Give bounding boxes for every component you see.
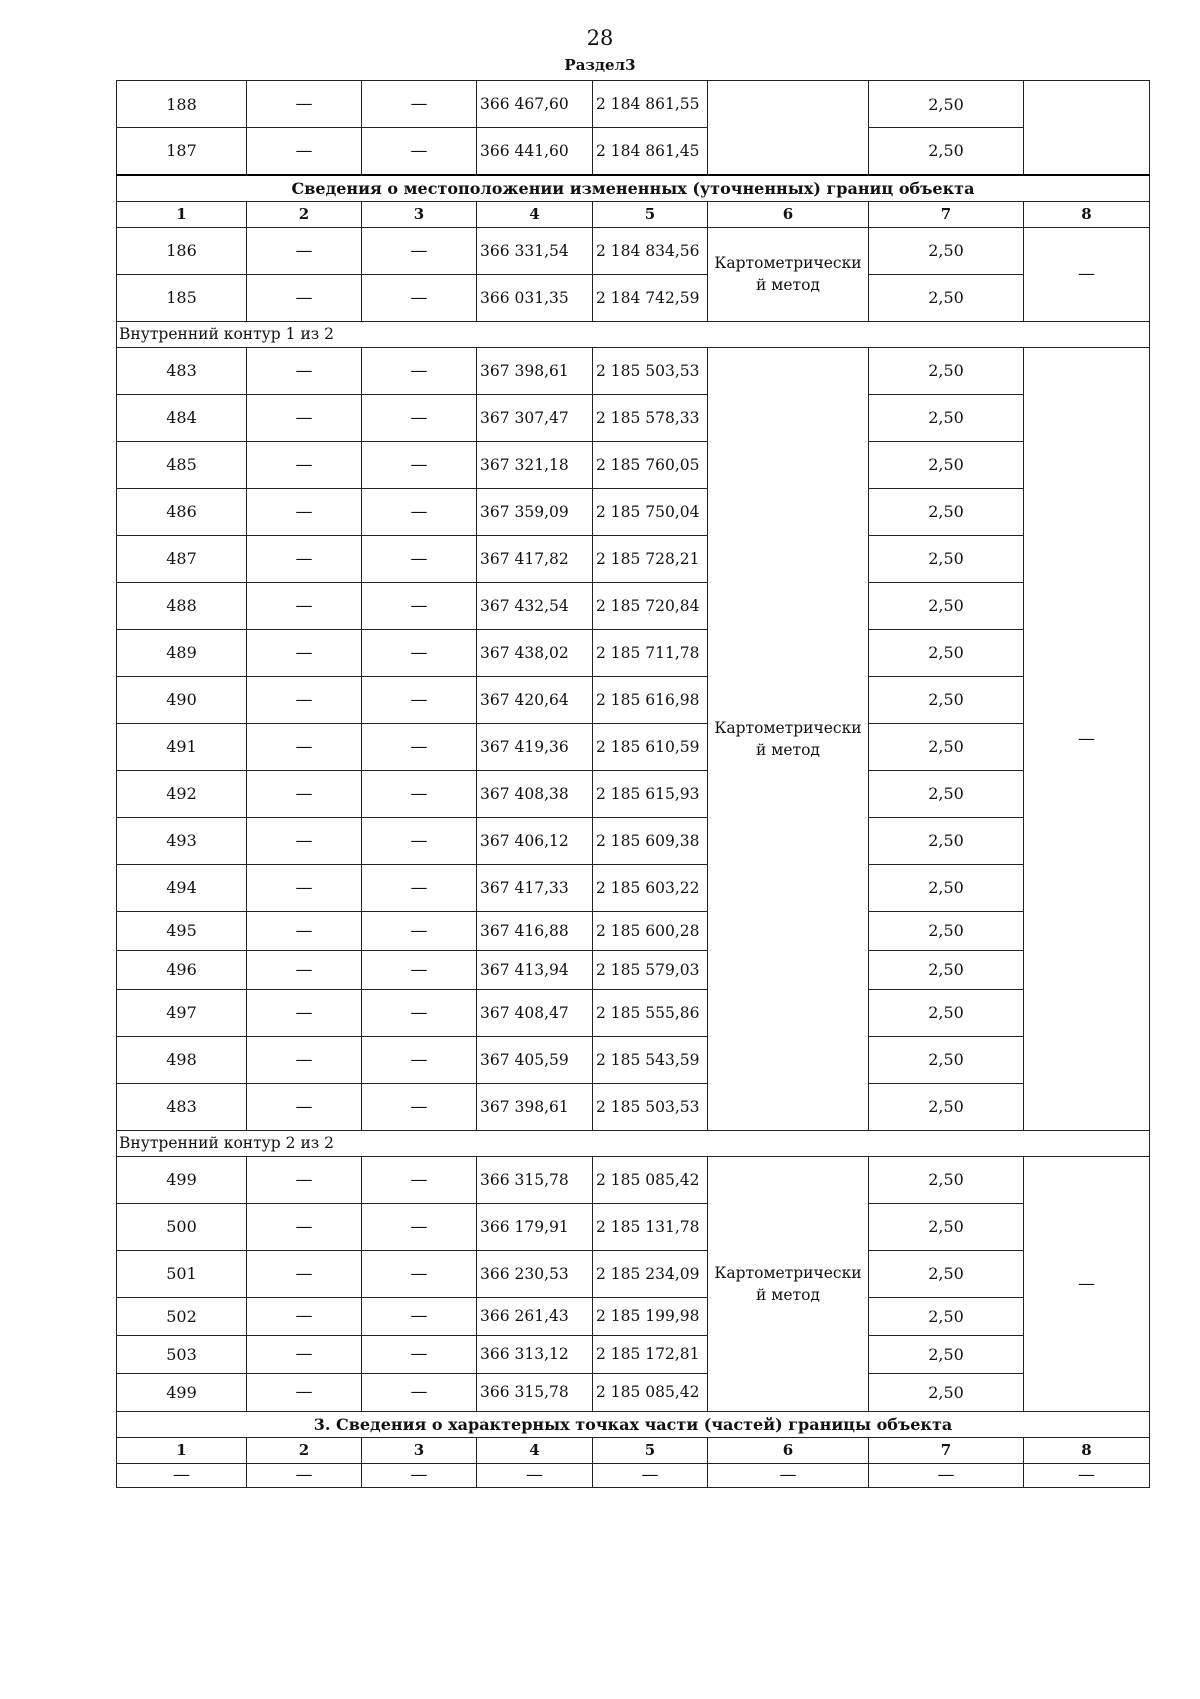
col2-cell: — xyxy=(247,770,362,817)
point-number-cell: 498 xyxy=(117,1036,247,1083)
part-points-heading-cell: 3. Сведения о характерных точках части (частей) границы объекта xyxy=(117,1411,1150,1437)
y-coordinate-cell: 2 185 609,38 xyxy=(593,817,708,864)
part-points-heading xyxy=(117,1411,1150,1437)
tolerance-cell: 2,50 xyxy=(869,394,1024,441)
col2-cell: — xyxy=(247,128,362,175)
table-row xyxy=(117,582,1150,629)
tolerance-cell: 2,50 xyxy=(869,629,1024,676)
col3-cell: — xyxy=(362,394,477,441)
col3-cell: — xyxy=(362,347,477,394)
column-number-cell: 2 xyxy=(247,201,362,227)
table-row xyxy=(117,1203,1150,1250)
method-cell: Картометрически й метод xyxy=(708,227,869,321)
col3-cell: — xyxy=(362,1083,477,1130)
y-coordinate-cell: 2 185 600,28 xyxy=(593,911,708,950)
y-coordinate-cell: 2 185 610,59 xyxy=(593,723,708,770)
col3-cell: — xyxy=(362,989,477,1036)
point-number-cell: 499 xyxy=(117,1373,247,1411)
boundary-points-table xyxy=(116,80,1150,1488)
col2-cell: — xyxy=(247,1335,362,1373)
point-number-cell: 490 xyxy=(117,676,247,723)
method-cell: Картометрически й метод xyxy=(708,347,869,1130)
col2-cell: — xyxy=(247,441,362,488)
tolerance-cell: 2,50 xyxy=(869,864,1024,911)
tolerance-cell: 2,50 xyxy=(869,274,1024,321)
x-coordinate-cell: 367 417,33 xyxy=(477,864,593,911)
x-coordinate-cell: 366 467,60 xyxy=(477,81,593,128)
table-row xyxy=(117,723,1150,770)
col3-cell: — xyxy=(362,274,477,321)
y-coordinate-cell: 2 185 728,21 xyxy=(593,535,708,582)
empty-dash-cell: — xyxy=(869,1463,1024,1487)
x-coordinate-cell: 367 417,82 xyxy=(477,535,593,582)
tolerance-cell: 2,50 xyxy=(869,1156,1024,1203)
col8-cell: — xyxy=(1024,227,1150,321)
column-number-cell: 1 xyxy=(117,1437,247,1463)
tolerance-cell: 2,50 xyxy=(869,1250,1024,1297)
x-coordinate-cell: 366 315,78 xyxy=(477,1373,593,1411)
col3-cell: — xyxy=(362,227,477,274)
point-number-cell: 496 xyxy=(117,950,247,989)
table-row xyxy=(117,81,1150,128)
point-number-cell: 491 xyxy=(117,723,247,770)
table-row xyxy=(117,629,1150,676)
empty-part-row xyxy=(117,1463,1150,1487)
col3-cell: — xyxy=(362,582,477,629)
table-row xyxy=(117,864,1150,911)
col2-cell: — xyxy=(247,950,362,989)
x-coordinate-cell: 367 398,61 xyxy=(477,347,593,394)
y-coordinate-cell: 2 185 085,42 xyxy=(593,1156,708,1203)
x-coordinate-cell: 367 438,02 xyxy=(477,629,593,676)
point-number-cell: 185 xyxy=(117,274,247,321)
point-number-cell: 497 xyxy=(117,989,247,1036)
tolerance-cell: 2,50 xyxy=(869,989,1024,1036)
y-coordinate-cell: 2 185 616,98 xyxy=(593,676,708,723)
y-coordinate-cell: 2 185 131,78 xyxy=(593,1203,708,1250)
column-number-cell: 6 xyxy=(708,201,869,227)
point-number-cell: 186 xyxy=(117,227,247,274)
y-coordinate-cell: 2 185 085,42 xyxy=(593,1373,708,1411)
table-row xyxy=(117,950,1150,989)
col3-cell: — xyxy=(362,676,477,723)
x-coordinate-cell: 367 321,18 xyxy=(477,441,593,488)
tolerance-cell: 2,50 xyxy=(869,1373,1024,1411)
y-coordinate-cell: 2 185 555,86 xyxy=(593,989,708,1036)
x-coordinate-cell: 367 359,09 xyxy=(477,488,593,535)
col3-cell: — xyxy=(362,629,477,676)
tolerance-cell: 2,50 xyxy=(869,723,1024,770)
col2-cell: — xyxy=(247,864,362,911)
col8-cell xyxy=(1024,81,1150,175)
col3-cell: — xyxy=(362,535,477,582)
col3-cell: — xyxy=(362,488,477,535)
tolerance-cell: 2,50 xyxy=(869,347,1024,394)
method-cell: Картометрически й метод xyxy=(708,1156,869,1411)
table-row xyxy=(117,989,1150,1036)
col3-cell: — xyxy=(362,1156,477,1203)
col3-cell: — xyxy=(362,723,477,770)
table-row xyxy=(117,128,1150,175)
tolerance-cell: 2,50 xyxy=(869,81,1024,128)
changed-boundaries-heading-cell: Сведения о местоположении измененных (уточненных) границ объекта xyxy=(117,175,1150,202)
col2-cell: — xyxy=(247,1156,362,1203)
y-coordinate-cell: 2 185 578,33 xyxy=(593,394,708,441)
table-row xyxy=(117,488,1150,535)
y-coordinate-cell: 2 185 199,98 xyxy=(593,1297,708,1335)
y-coordinate-cell: 2 184 861,45 xyxy=(593,128,708,175)
table-row xyxy=(117,1036,1150,1083)
tolerance-cell: 2,50 xyxy=(869,227,1024,274)
x-coordinate-cell: 366 315,78 xyxy=(477,1156,593,1203)
y-coordinate-cell: 2 185 615,93 xyxy=(593,770,708,817)
point-number-cell: 486 xyxy=(117,488,247,535)
col3-cell: — xyxy=(362,770,477,817)
col2-cell: — xyxy=(247,1297,362,1335)
column-number-cell: 7 xyxy=(869,201,1024,227)
col2-cell: — xyxy=(247,911,362,950)
column-number-cell: 4 xyxy=(477,1437,593,1463)
x-coordinate-cell: 367 420,64 xyxy=(477,676,593,723)
tolerance-cell: 2,50 xyxy=(869,1036,1024,1083)
table-row xyxy=(117,1297,1150,1335)
empty-dash-cell: — xyxy=(117,1463,247,1487)
table-row xyxy=(117,817,1150,864)
x-coordinate-cell: 366 179,91 xyxy=(477,1203,593,1250)
col8-cell: — xyxy=(1024,347,1150,1130)
column-number-cell: 6 xyxy=(708,1437,869,1463)
point-number-cell: 495 xyxy=(117,911,247,950)
tolerance-cell: 2,50 xyxy=(869,950,1024,989)
column-number-cell: 5 xyxy=(593,1437,708,1463)
col2-cell: — xyxy=(247,817,362,864)
x-coordinate-cell: 366 313,12 xyxy=(477,1335,593,1373)
point-number-cell: 483 xyxy=(117,1083,247,1130)
col2-cell: — xyxy=(247,1203,362,1250)
contour-1-label xyxy=(117,321,1150,347)
col2-cell: — xyxy=(247,629,362,676)
col2-cell: — xyxy=(247,81,362,128)
tolerance-cell: 2,50 xyxy=(869,676,1024,723)
col3-cell: — xyxy=(362,911,477,950)
col2-cell: — xyxy=(247,274,362,321)
point-number-cell: 492 xyxy=(117,770,247,817)
changed-boundaries-heading xyxy=(117,175,1150,202)
point-number-cell: 501 xyxy=(117,1250,247,1297)
point-number-cell: 488 xyxy=(117,582,247,629)
x-coordinate-cell: 366 230,53 xyxy=(477,1250,593,1297)
col3-cell: — xyxy=(362,1373,477,1411)
section-title: Раздел3 xyxy=(564,56,636,74)
column-numbers-row xyxy=(117,201,1150,227)
col2-cell: — xyxy=(247,227,362,274)
y-coordinate-cell: 2 185 503,53 xyxy=(593,1083,708,1130)
table-row xyxy=(117,227,1150,274)
col3-cell: — xyxy=(362,441,477,488)
empty-dash-cell: — xyxy=(708,1463,869,1487)
col3-cell: — xyxy=(362,1297,477,1335)
x-coordinate-cell: 367 398,61 xyxy=(477,1083,593,1130)
x-coordinate-cell: 367 432,54 xyxy=(477,582,593,629)
column-number-cell: 5 xyxy=(593,201,708,227)
column-number-cell: 3 xyxy=(362,201,477,227)
x-coordinate-cell: 366 441,60 xyxy=(477,128,593,175)
x-coordinate-cell: 367 405,59 xyxy=(477,1036,593,1083)
empty-dash-cell: — xyxy=(477,1463,593,1487)
table-row xyxy=(117,770,1150,817)
table-row xyxy=(117,676,1150,723)
col3-cell: — xyxy=(362,81,477,128)
table-row xyxy=(117,911,1150,950)
x-coordinate-cell: 366 031,35 xyxy=(477,274,593,321)
point-number-cell: 494 xyxy=(117,864,247,911)
col2-cell: — xyxy=(247,723,362,770)
table-row xyxy=(117,347,1150,394)
col2-cell: — xyxy=(247,394,362,441)
page-number: 28 xyxy=(586,26,614,50)
table-row xyxy=(117,274,1150,321)
contour-2-label-cell: Внутренний контур 2 из 2 xyxy=(117,1130,1150,1156)
y-coordinate-cell: 2 185 503,53 xyxy=(593,347,708,394)
y-coordinate-cell: 2 184 861,55 xyxy=(593,81,708,128)
col2-cell: — xyxy=(247,1250,362,1297)
x-coordinate-cell: 367 419,36 xyxy=(477,723,593,770)
tolerance-cell: 2,50 xyxy=(869,1297,1024,1335)
contour-2-label xyxy=(117,1130,1150,1156)
point-number-cell: 489 xyxy=(117,629,247,676)
point-number-cell: 188 xyxy=(117,81,247,128)
tolerance-cell: 2,50 xyxy=(869,488,1024,535)
point-number-cell: 483 xyxy=(117,347,247,394)
y-coordinate-cell: 2 185 172,81 xyxy=(593,1335,708,1373)
col2-cell: — xyxy=(247,488,362,535)
col3-cell: — xyxy=(362,1335,477,1373)
y-coordinate-cell: 2 185 720,84 xyxy=(593,582,708,629)
point-number-cell: 484 xyxy=(117,394,247,441)
col3-cell: — xyxy=(362,817,477,864)
contour-1-label-cell: Внутренний контур 1 из 2 xyxy=(117,321,1150,347)
x-coordinate-cell: 367 408,38 xyxy=(477,770,593,817)
table-row xyxy=(117,394,1150,441)
table-row xyxy=(117,535,1150,582)
column-number-cell: 1 xyxy=(117,201,247,227)
x-coordinate-cell: 366 331,54 xyxy=(477,227,593,274)
tolerance-cell: 2,50 xyxy=(869,1203,1024,1250)
tolerance-cell: 2,50 xyxy=(869,770,1024,817)
table-row xyxy=(117,1250,1150,1297)
x-coordinate-cell: 367 416,88 xyxy=(477,911,593,950)
col3-cell: — xyxy=(362,128,477,175)
col2-cell: — xyxy=(247,1083,362,1130)
col8-cell: — xyxy=(1024,1156,1150,1411)
table-row xyxy=(117,1083,1150,1130)
column-number-cell: 3 xyxy=(362,1437,477,1463)
y-coordinate-cell: 2 184 834,56 xyxy=(593,227,708,274)
x-coordinate-cell: 367 307,47 xyxy=(477,394,593,441)
col2-cell: — xyxy=(247,676,362,723)
tolerance-cell: 2,50 xyxy=(869,535,1024,582)
y-coordinate-cell: 2 185 750,04 xyxy=(593,488,708,535)
point-number-cell: 487 xyxy=(117,535,247,582)
empty-dash-cell: — xyxy=(362,1463,477,1487)
empty-dash-cell: — xyxy=(593,1463,708,1487)
point-number-cell: 493 xyxy=(117,817,247,864)
tolerance-cell: 2,50 xyxy=(869,1335,1024,1373)
col2-cell: — xyxy=(247,1036,362,1083)
tolerance-cell: 2,50 xyxy=(869,128,1024,175)
table-row xyxy=(117,1373,1150,1411)
x-coordinate-cell: 366 261,43 xyxy=(477,1297,593,1335)
table-row xyxy=(117,441,1150,488)
col2-cell: — xyxy=(247,347,362,394)
col3-cell: — xyxy=(362,1036,477,1083)
empty-dash-cell: — xyxy=(1024,1463,1150,1487)
column-numbers-row xyxy=(117,1437,1150,1463)
point-number-cell: 502 xyxy=(117,1297,247,1335)
column-number-cell: 8 xyxy=(1024,1437,1150,1463)
tolerance-cell: 2,50 xyxy=(869,582,1024,629)
y-coordinate-cell: 2 185 543,59 xyxy=(593,1036,708,1083)
column-number-cell: 4 xyxy=(477,201,593,227)
y-coordinate-cell: 2 185 603,22 xyxy=(593,864,708,911)
column-number-cell: 8 xyxy=(1024,201,1150,227)
col3-cell: — xyxy=(362,950,477,989)
method-cell xyxy=(708,81,869,175)
col3-cell: — xyxy=(362,1250,477,1297)
point-number-cell: 500 xyxy=(117,1203,247,1250)
table-row xyxy=(117,1335,1150,1373)
x-coordinate-cell: 367 413,94 xyxy=(477,950,593,989)
tolerance-cell: 2,50 xyxy=(869,911,1024,950)
point-number-cell: 485 xyxy=(117,441,247,488)
y-coordinate-cell: 2 185 579,03 xyxy=(593,950,708,989)
column-number-cell: 2 xyxy=(247,1437,362,1463)
y-coordinate-cell: 2 185 234,09 xyxy=(593,1250,708,1297)
tolerance-cell: 2,50 xyxy=(869,441,1024,488)
y-coordinate-cell: 2 185 760,05 xyxy=(593,441,708,488)
x-coordinate-cell: 367 406,12 xyxy=(477,817,593,864)
col2-cell: — xyxy=(247,1373,362,1411)
tolerance-cell: 2,50 xyxy=(869,817,1024,864)
col3-cell: — xyxy=(362,1203,477,1250)
tolerance-cell: 2,50 xyxy=(869,1083,1024,1130)
column-number-cell: 7 xyxy=(869,1437,1024,1463)
col2-cell: — xyxy=(247,582,362,629)
table-row xyxy=(117,1156,1150,1203)
x-coordinate-cell: 367 408,47 xyxy=(477,989,593,1036)
point-number-cell: 187 xyxy=(117,128,247,175)
col2-cell: — xyxy=(247,989,362,1036)
col2-cell: — xyxy=(247,535,362,582)
col3-cell: — xyxy=(362,864,477,911)
point-number-cell: 499 xyxy=(117,1156,247,1203)
empty-dash-cell: — xyxy=(247,1463,362,1487)
y-coordinate-cell: 2 185 711,78 xyxy=(593,629,708,676)
y-coordinate-cell: 2 184 742,59 xyxy=(593,274,708,321)
point-number-cell: 503 xyxy=(117,1335,247,1373)
